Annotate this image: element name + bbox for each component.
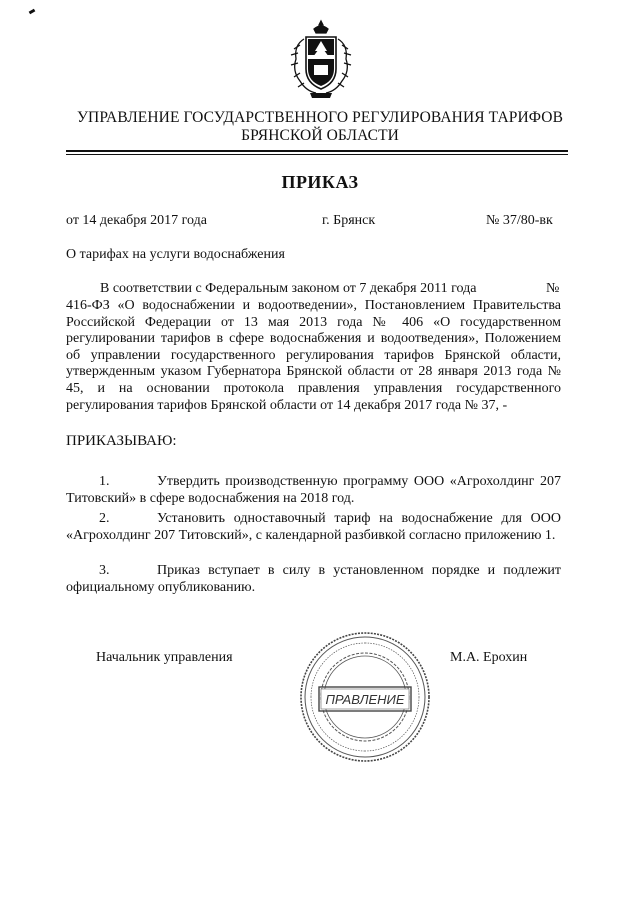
order-item-2 (66, 511, 561, 544)
order-item-text: Утвердить производственную программу ООО «Агрохолдинг 207 Титовский» в сфере водоснабжения на 2018 год. (66, 474, 561, 506)
signature-name: М.А. Ерохин (450, 650, 528, 665)
preamble-number-sign: № (546, 281, 560, 296)
order-item-number: 1. (99, 474, 110, 489)
order-word: ПРИКАЗЫВАЮ: (66, 433, 177, 449)
document-subject: О тарифах на услуги водоснабжения (66, 247, 285, 262)
coat-of-arms-emblem (286, 19, 356, 101)
document-number: № 37/80-вк (486, 213, 553, 228)
order-item-text: Приказ вступает в силу в установленном порядке и подлежит официальному опубликованию. (66, 563, 561, 595)
document-date: от 14 декабря 2017 года (66, 213, 207, 228)
order-item-text: Установить одноставочный тариф на водоснабжение для ООО «Агрохолдинг 207 Титовский», с календарной разбивкой согласно приложению 1. (66, 511, 561, 543)
header-rule-thick (66, 150, 568, 152)
org-name-line-1: УПРАВЛЕНИЕ ГОСУДАРСТВЕННОГО РЕГУЛИРОВАНИЯ ТАРИФОВ (76, 109, 564, 126)
preamble-first-line: В соответствии с Федеральным законом от 7 декабря 2011 года (100, 281, 477, 296)
order-item-number: 2. (99, 511, 110, 526)
org-name-line-2: БРЯНСКОЙ ОБЛАСТИ (241, 127, 399, 144)
document-title: ПРИКАЗ (281, 172, 359, 192)
scan-mark (29, 9, 36, 15)
document-city: г. Брянск (322, 213, 376, 228)
order-item-3 (66, 563, 561, 596)
order-item-number: 3. (99, 563, 110, 578)
stamp-center-text: ПРАВЛЕНИЕ (325, 692, 405, 707)
official-stamp (297, 629, 433, 765)
header-rule-thin (66, 154, 568, 155)
preamble-body: 416-ФЗ «О водоснабжении и водоотведении», Постановлением Правительства Российской Федерации от 13 мая 2013 года № 406 «О государственном регулировании тарифов в сфере водоснабжения и водоотведения», Положением об управлении государственного регулирования тарифов Брянской области, утвержденным указом Губернатора Брянской области от 28 января 2013 года № 45, и на основании протокола правления управления государственного регулирования тарифов Брянской области от 14 декабря 2017 года № 37, - (66, 298, 561, 413)
signature-position: Начальник управления (96, 650, 233, 665)
order-item-1 (66, 474, 561, 507)
